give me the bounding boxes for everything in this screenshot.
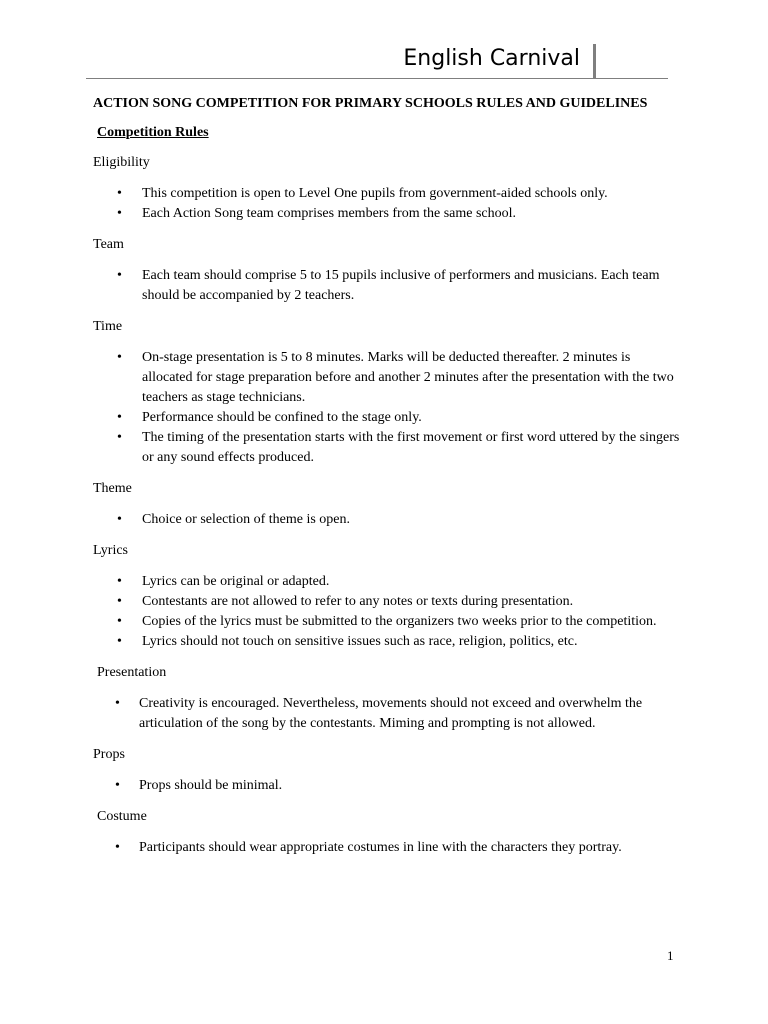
heading-eligibility: Eligibility [93,155,150,170]
heading-theme: Theme [93,481,132,496]
list-item: • Lyrics can be original or adapted. [93,572,683,592]
list-item: • Contestants are not allowed to refer to any notes or texts during presentation. [93,592,683,612]
list-item: • Props should be minimal. [93,776,683,796]
list-lyrics [93,572,683,652]
heading-team: Team [93,237,124,252]
list-item: • Lyrics should not touch on sensitive issues such as race, religion, politics, etc. [93,632,683,652]
header-divider-bar [593,44,596,78]
list-item: • Copies of the lyrics must be submitted to the organizers two weeks prior to the competition. [93,612,683,632]
heading-props: Props [93,747,125,762]
list-costume [93,838,683,858]
list-team [93,266,683,306]
list-item: • Choice or selection of theme is open. [93,510,683,530]
section-title: Competition Rules [97,125,209,140]
list-item: • Creativity is encouraged. Nevertheless, movements should not exceed and overwhelm the articulation of the song by the contestants. Miming and prompting is not allowed. [93,694,683,734]
list-item: • This competition is open to Level One pupils from government-aided schools only. [93,184,683,204]
document-body [93,94,683,870]
heading-costume: Costume [97,809,147,824]
list-item: • Each team should comprise 5 to 15 pupils inclusive of performers and musicians. Each team should be accompanied by 2 teachers. [93,266,683,306]
list-eligibility [93,184,683,224]
list-time [93,348,683,468]
list-props [93,776,683,796]
page-header [86,42,668,79]
list-item: • Performance should be confined to the stage only. [93,408,683,428]
list-item: • Each Action Song team comprises members from the same school. [93,204,683,224]
page-number: 1 [667,948,674,963]
heading-presentation: Presentation [97,665,167,680]
list-item: • Participants should wear appropriate costumes in line with the characters they portray. [93,838,683,858]
heading-time: Time [93,319,123,334]
list-presentation [93,694,683,734]
list-item: • On-stage presentation is 5 to 8 minutes. Marks will be deducted thereafter. 2 minutes is allocated for stage preparation before and another 2 minutes after the presentation with the two teachers as stage technicians. [93,348,683,408]
list-item: • The timing of the presentation starts with the first movement or first word uttered by the singers or any sound effects produced. [93,428,683,468]
header-title: English Carnival [403,46,580,71]
document-title: ACTION SONG COMPETITION FOR PRIMARY SCHOOLS RULES AND GUIDELINES [93,96,648,111]
heading-lyrics: Lyrics [93,543,128,558]
list-theme [93,510,683,530]
